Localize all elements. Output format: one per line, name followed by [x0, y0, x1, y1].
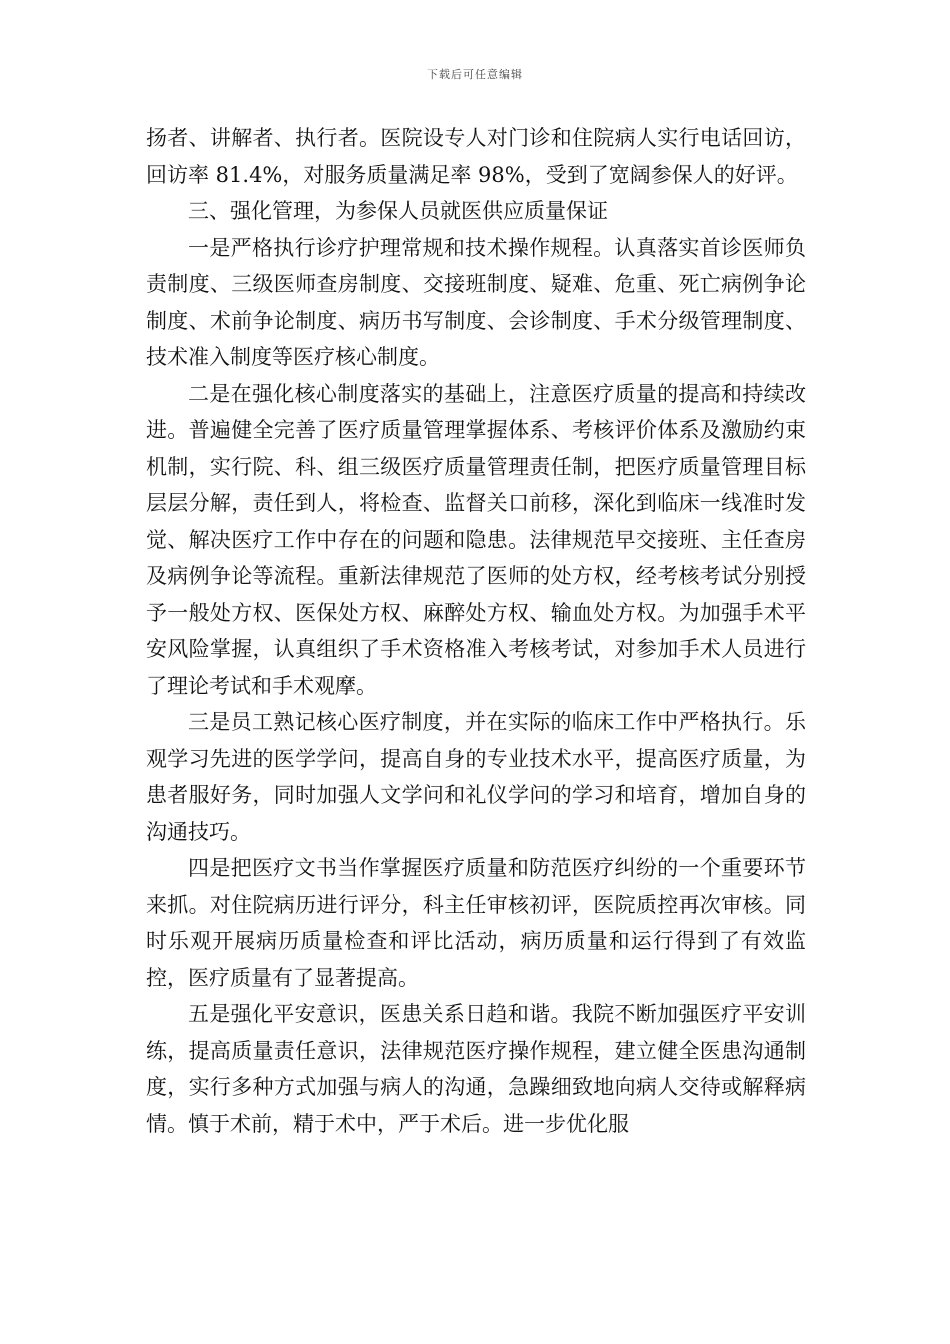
paragraph-6: 四是把医疗文书当作掌握医疗质量和防范医疗纠纷的一个重要环节来抓。对住院病历进行评分，科主任审核初评，医院质控再次审核。同时乐观开展病历质量检查和评比活动，病历质量和运行得到了有效监控，医疗质量有了显著提高。 — [146, 856, 806, 990]
document-body — [146, 120, 806, 1142]
paragraph-3: 一是严格执行诊疗护理常规和技术操作规程。认真落实首诊医师负责制度、三级医师查房制度、交接班制度、疑难、危重、死亡病例争论制度、术前争论制度、病历书写制度、会诊制度、手术分级管理制度、技术准入制度等医疗核心制度。 — [146, 235, 806, 369]
page-header: 下载后可任意编辑 — [427, 68, 523, 81]
section-heading: 三、强化管理，为参保人员就医供应质量保证 — [188, 199, 608, 223]
paragraph-5: 三是员工熟记核心医疗制度，并在实际的临床工作中严格执行。乐观学习先进的医学学问，提高自身的专业技术水平，提高医疗质量，为患者服好务，同时加强人文学问和礼仪学问的学习和培育，增加自身的沟通技巧。 — [146, 710, 806, 844]
paragraph-4: 二是在强化核心制度落实的基础上，注意医疗质量的提高和持续改进。普遍健全完善了医疗质量管理掌握体系、考核评价体系及激励约束机制，实行院、科、组三级医疗质量管理责任制，把医疗质量管理目标层层分解，责任到人，将检查、监督关口前移，深化到临床一线准时发觉、解决医疗工作中存在的问题和隐患。法律规范早交接班、主任查房及病例争论等流程。重新法律规范了医师的处方权，经考核考试分别授予一般处方权、医保处方权、麻醉处方权、输血处方权。为加强手术平安风险掌握，认真组织了手术资格准入考核考试，对参加手术人员进行了理论考试和手术观摩。 — [146, 381, 806, 698]
paragraph-1: 扬者、讲解者、执行者。医院设专人对门诊和住院病人实行电话回访，回访率 81.4%，对服务质量满足率 98%，受到了宽阔参保人的好评。 — [146, 126, 806, 187]
paragraph-7: 五是强化平安意识，医患关系日趋和谐。我院不断加强医疗平安训练，提高质量责任意识，法律规范医疗操作规程，建立健全医患沟通制度，实行多种方式加强与病人的沟通，急躁细致地向病人交待或解释病情。慎于术前，精于术中，严于术后。进一步优化服 — [146, 1002, 806, 1136]
